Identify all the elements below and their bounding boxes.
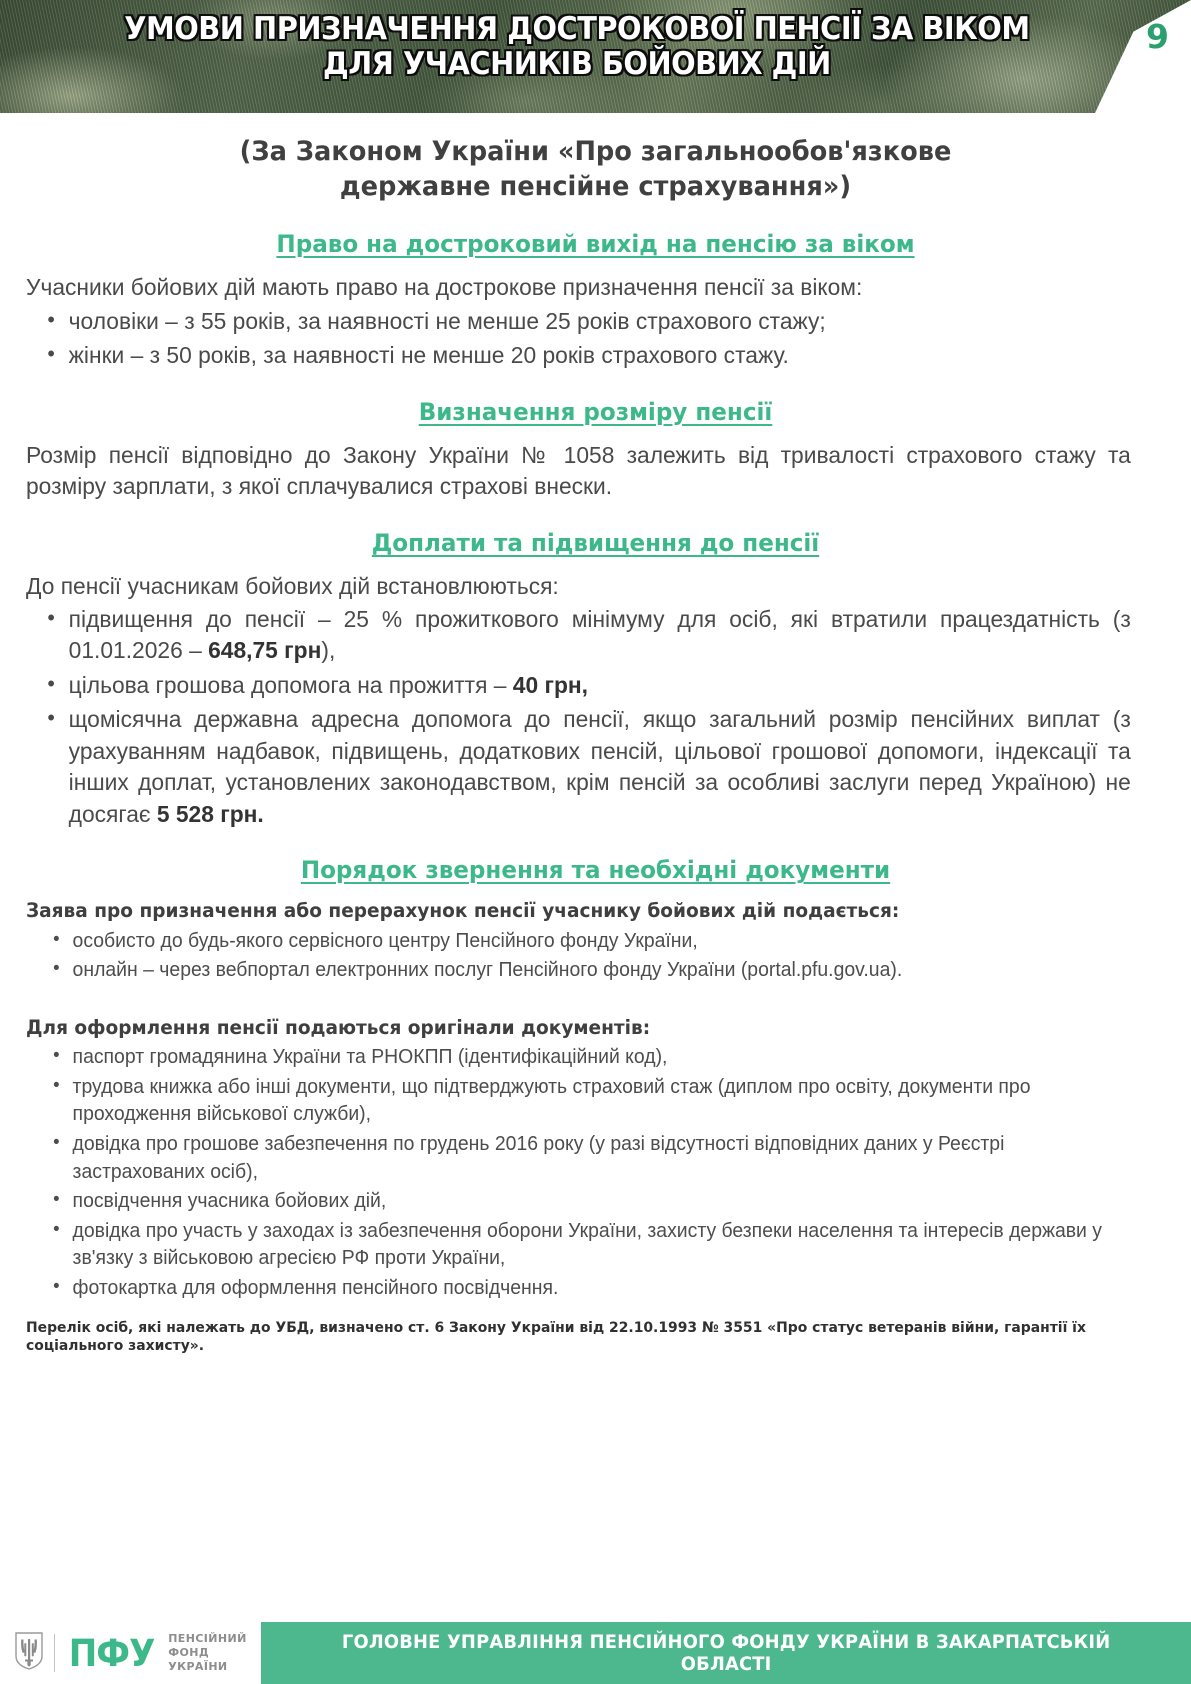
page-title-line-1: УМОВИ ПРИЗНАЧЕННЯ ДОСТРОКОВОЇ ПЕНСІЇ ЗА ВІКОМ <box>124 11 1030 47</box>
list-item: • особисто до будь-якого сервісного центру Пенсійного фонду України, <box>26 928 1131 956</box>
footer <box>0 1622 1191 1684</box>
supplements-lead: До пенсії учасникам бойових дій встановлюються: <box>26 572 559 599</box>
list-item: • фотокартка для оформлення пенсійного посвідчення. <box>26 1275 1131 1303</box>
ukraine-trident-icon <box>14 1631 44 1676</box>
pfu-abbreviation: ПФУ <box>68 1631 155 1675</box>
pfu-name-line-1: ПЕНСІЙНИЙ <box>168 1631 247 1645</box>
section-heading-supplements: Доплати та підвищення до пенсії <box>371 528 820 557</box>
law-subtitle <box>54 135 1136 204</box>
pension-amount-paragraph: Розмір пенсії відповідно до Закону України № 1058 залежить від тривалості страхового стажу та розміру зарплати, з якої сплачувалися страхові внески. <box>26 441 1131 500</box>
footer-banner <box>261 1622 1191 1684</box>
supplements-list <box>26 604 1165 830</box>
pfu-name-line-3: УКРАЇНИ <box>168 1660 228 1674</box>
header-banner <box>0 0 1191 113</box>
list-item: • трудова книжка або інші документи, що підтверджують страховий стаж (диплом про освіту, документи про проходження військової служби), <box>26 1074 1131 1129</box>
page-number-badge: 9 <box>1146 17 1169 56</box>
documents-block <box>26 1015 1165 1303</box>
application-lead: Заява про призначення або перерахунок пенсії учаснику бойових дій подається: <box>26 899 900 923</box>
law-subtitle-line-2: державне пенсійне страхування») <box>339 170 852 202</box>
page-title-line-2: ДЛЯ УЧАСНИКІВ БОЙОВИХ ДІЙ <box>322 45 831 82</box>
supplement-3-amount: 5 528 грн. <box>156 800 264 827</box>
supplement-2-amount: 40 грн, <box>512 671 589 698</box>
pfu-full-name <box>168 1632 247 1674</box>
supplement-2-text: цільова грошова допомога на прожиття – <box>68 671 513 698</box>
supplement-1-text: підвищення до пенсії – 25 % прожиткового мінімуму для осіб, які втратили працездатність (з 01.01.2026 – <box>68 606 1131 664</box>
list-item <box>26 670 1131 701</box>
application-block <box>26 898 1165 985</box>
early-retirement-list <box>26 306 1165 372</box>
block-spacer <box>26 987 1165 1013</box>
logo-divider <box>54 1634 55 1672</box>
footer-banner-text: ГОЛОВНЕ УПРАВЛІННЯ ПЕНСІЙНОГО ФОНДУ УКРАЇНИ В ЗАКАРПАТСЬКІЙ ОБЛАСТІ <box>341 1631 1111 1675</box>
section-heading-pension-amount: Визначення розміру пенсії <box>418 397 773 426</box>
list-item: • чоловіки – з 55 років, за наявності не менше 25 років страхового стажу; <box>26 306 1131 337</box>
list-item <box>26 704 1131 830</box>
pfu-name-line-2: ФОНД <box>168 1645 210 1659</box>
section-heading-procedure: Порядок звернення та необхідні документи <box>300 856 891 885</box>
law-subtitle-line-1: (За Законом України «Про загальнообов'язкове <box>239 136 952 167</box>
list-item: • довідка про грошове забезпечення по грудень 2016 року (у разі відсутності відповідних даних у Реєстрі застрахованих осіб), <box>26 1131 1131 1186</box>
list-item: • онлайн – через вебпортал електронних послуг Пенсійного фонду України (portal.pfu.gov.ua). <box>26 957 1131 985</box>
list-item: • жінки – з 50 років, за наявності не менше 20 років страхового стажу. <box>26 340 1131 371</box>
page-title <box>42 12 1150 81</box>
list-item <box>26 604 1131 667</box>
list-item: • паспорт громадянина України та РНОКПП (ідентифікаційний код), <box>26 1044 1131 1072</box>
supplement-1-amount: 648,75 грн <box>208 637 322 664</box>
supplement-3-text: щомісячна державна адресна допомога до пенсії, якщо загальний розмір пенсійних виплат (з урахуванням надбавок, підвищень, додаткових пенсій, цільової грошової допомоги, індексації та інших доплат, установлених законодавством, крім пенсій за особливі заслуги перед Україною) не досягає <box>68 706 1131 827</box>
pfu-logo <box>14 1631 261 1676</box>
application-methods-list <box>26 928 1165 985</box>
section-heading-early-retirement: Право на достроковий вихід на пенсію за віком <box>276 230 915 259</box>
documents-lead: Для оформлення пенсії подаються оригінали документів: <box>26 1015 651 1039</box>
list-item: • довідка про участь у заходах із забезпечення оборони України, захисту безпеки населення та інтересів держави у зв'язку з військовою агресією РФ проти України, <box>26 1218 1131 1273</box>
main-content <box>0 113 1191 1622</box>
supplement-1-suffix: ), <box>321 637 336 664</box>
documents-list <box>26 1044 1165 1302</box>
list-item: • посвідчення учасника бойових дій, <box>26 1188 1131 1216</box>
early-retirement-lead: Учасники бойових дій мають право на дострокове призначення пенсії за віком: <box>26 274 863 301</box>
footnote: Перелік осіб, які належать до УБД, визначено ст. 6 Закону України від 22.10.1993 № 3551 «Про статус ветеранів війни, гарантії їх соціального захисту». <box>26 1319 1086 1355</box>
